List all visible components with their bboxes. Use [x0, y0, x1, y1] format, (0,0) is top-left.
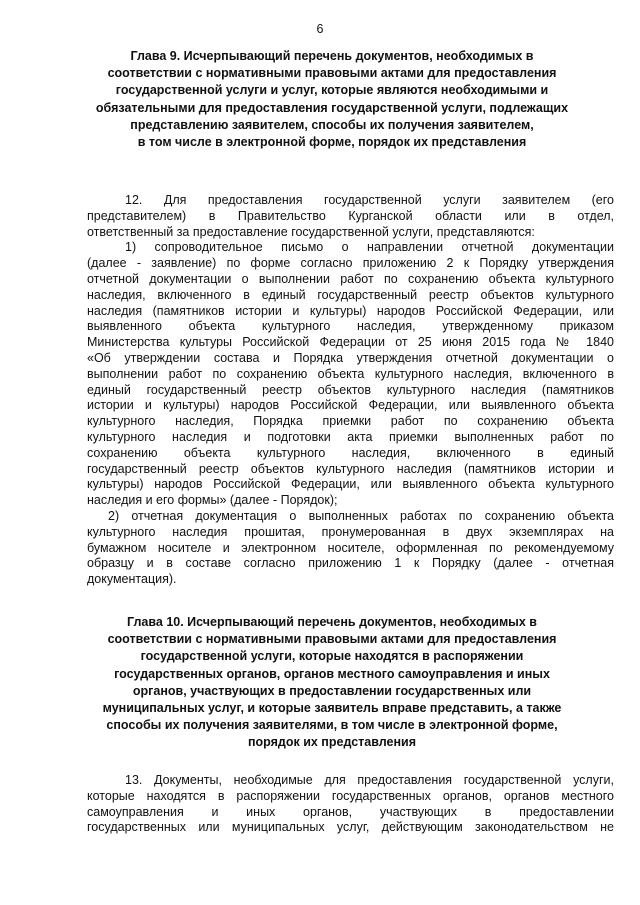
text-line: сохранению объекта культурного наследия, включенного в единый	[87, 445, 614, 460]
text-line: ответственный за предоставление государственной услуги, представляются:	[87, 224, 535, 239]
text-line: (далее - заявление) по форме согласно приложению 2 к Порядку утверждения	[87, 256, 614, 271]
heading-line: соответствии с нормативными правовыми актами для предоставления	[107, 66, 557, 81]
heading-line: способы их получения заявителями, в том числе в электронной форме,	[106, 718, 558, 733]
text-line: культурного наследия и подготовки акта приемки выполненных работ по	[87, 429, 614, 444]
text-line: наследия, включенного в единый государственный реестр объектов культурного	[87, 287, 614, 302]
text-line: Министерства культуры Российской Федерации от 25 июня 2015 года № 1840	[87, 335, 614, 350]
text-line: самоуправления и иных органов, участвующих в предоставлении	[87, 804, 614, 819]
heading-line: Глава 10. Исчерпывающий перечень документов, необходимых в	[127, 615, 537, 629]
heading-line: Глава 9. Исчерпывающий перечень документов, необходимых в	[130, 49, 534, 63]
heading-line: представлению заявителем, способы их получения заявителем,	[130, 117, 534, 132]
heading-line: в том числе в электронной форме, порядок их представления	[137, 135, 527, 150]
text-line: 13. Документы, необходимые для предоставления государственной услуги,	[125, 773, 614, 787]
text-line: 2) отчетная документация о выполненных работах по сохранению объекта	[108, 508, 614, 523]
heading-line: органов, участвующих в предоставлении государственных или	[132, 683, 532, 698]
text-line: выявленного объекта культурного наследия, утвержденному приказом	[87, 319, 614, 334]
heading-line: муниципальных услуг, и которые заявитель вправе представить, а также	[102, 701, 562, 716]
text-line: выполнении работ по сохранению объекта культурного наследия, включенного в	[87, 366, 614, 381]
text-line: наследия и его формы» (далее - Порядок);	[87, 493, 338, 508]
paragraph-13	[87, 773, 614, 836]
heading-line: государственных органов, органов местного самоуправления и иных	[114, 666, 550, 681]
chapter-9-heading	[88, 48, 576, 151]
text-line: истории и культуры) народов Российской Федерации, или выявленного объекта	[87, 398, 614, 413]
heading-line: государственной услуги, которые находятся в распоряжении	[140, 649, 524, 664]
chapter-10-heading	[88, 614, 576, 752]
text-line: представителем) в Правительство Курганской области или в отдел,	[87, 208, 614, 223]
heading-line: обязательными для предоставления государственной услуги, подлежащих	[95, 100, 569, 115]
text-line: государственный реестр объектов культурного наследия (памятников истории и	[87, 461, 614, 476]
paragraph-12	[87, 193, 614, 588]
text-line: государственных или муниципальных услуг, действующим законодательством не	[87, 820, 614, 835]
heading-line: соответствии с нормативными правовыми актами для предоставления	[107, 632, 557, 647]
text-line: бумажном носителе и электронном носителе, оформленная по рекомендуемому	[87, 540, 614, 555]
heading-line: государственной услуги и услуг, которые являются необходимыми и	[115, 83, 549, 98]
text-line: «Об утверждении состава и Порядка утверждения отчетной документации о	[87, 350, 614, 365]
text-line: культурного наследия, Порядка приемки работ по сохранению объекта	[87, 414, 614, 429]
text-line: которые находятся в распоряжении государственных органов, органов местного	[87, 788, 614, 803]
text-line: отчетной документации о выполнении работ по сохранению объекта культурного	[87, 271, 614, 286]
text-line: 1) сопроводительное письмо о направлении отчетной документации	[125, 240, 614, 255]
text-line: культуры) народов Российской Федерации, или выявленного объекта культурного	[87, 477, 614, 492]
text-line: наследия (памятников истории и культуры) народов Российской Федерации, или	[87, 303, 614, 318]
text-line: единый государственный реестр объектов культурного наследия (памятников	[87, 382, 614, 397]
text-line: документация).	[87, 572, 177, 587]
text-line: культурного наследия прошитая, пронумерованная в двух экземплярах на	[87, 524, 614, 539]
heading-line: порядок их представления	[247, 735, 417, 750]
page-number: 6	[316, 22, 324, 36]
text-line: образцу и в составе согласно приложению 1 к Порядку (далее - отчетная	[87, 556, 614, 571]
text-line: 12. Для предоставления государственной услуги заявителем (его	[125, 193, 614, 207]
